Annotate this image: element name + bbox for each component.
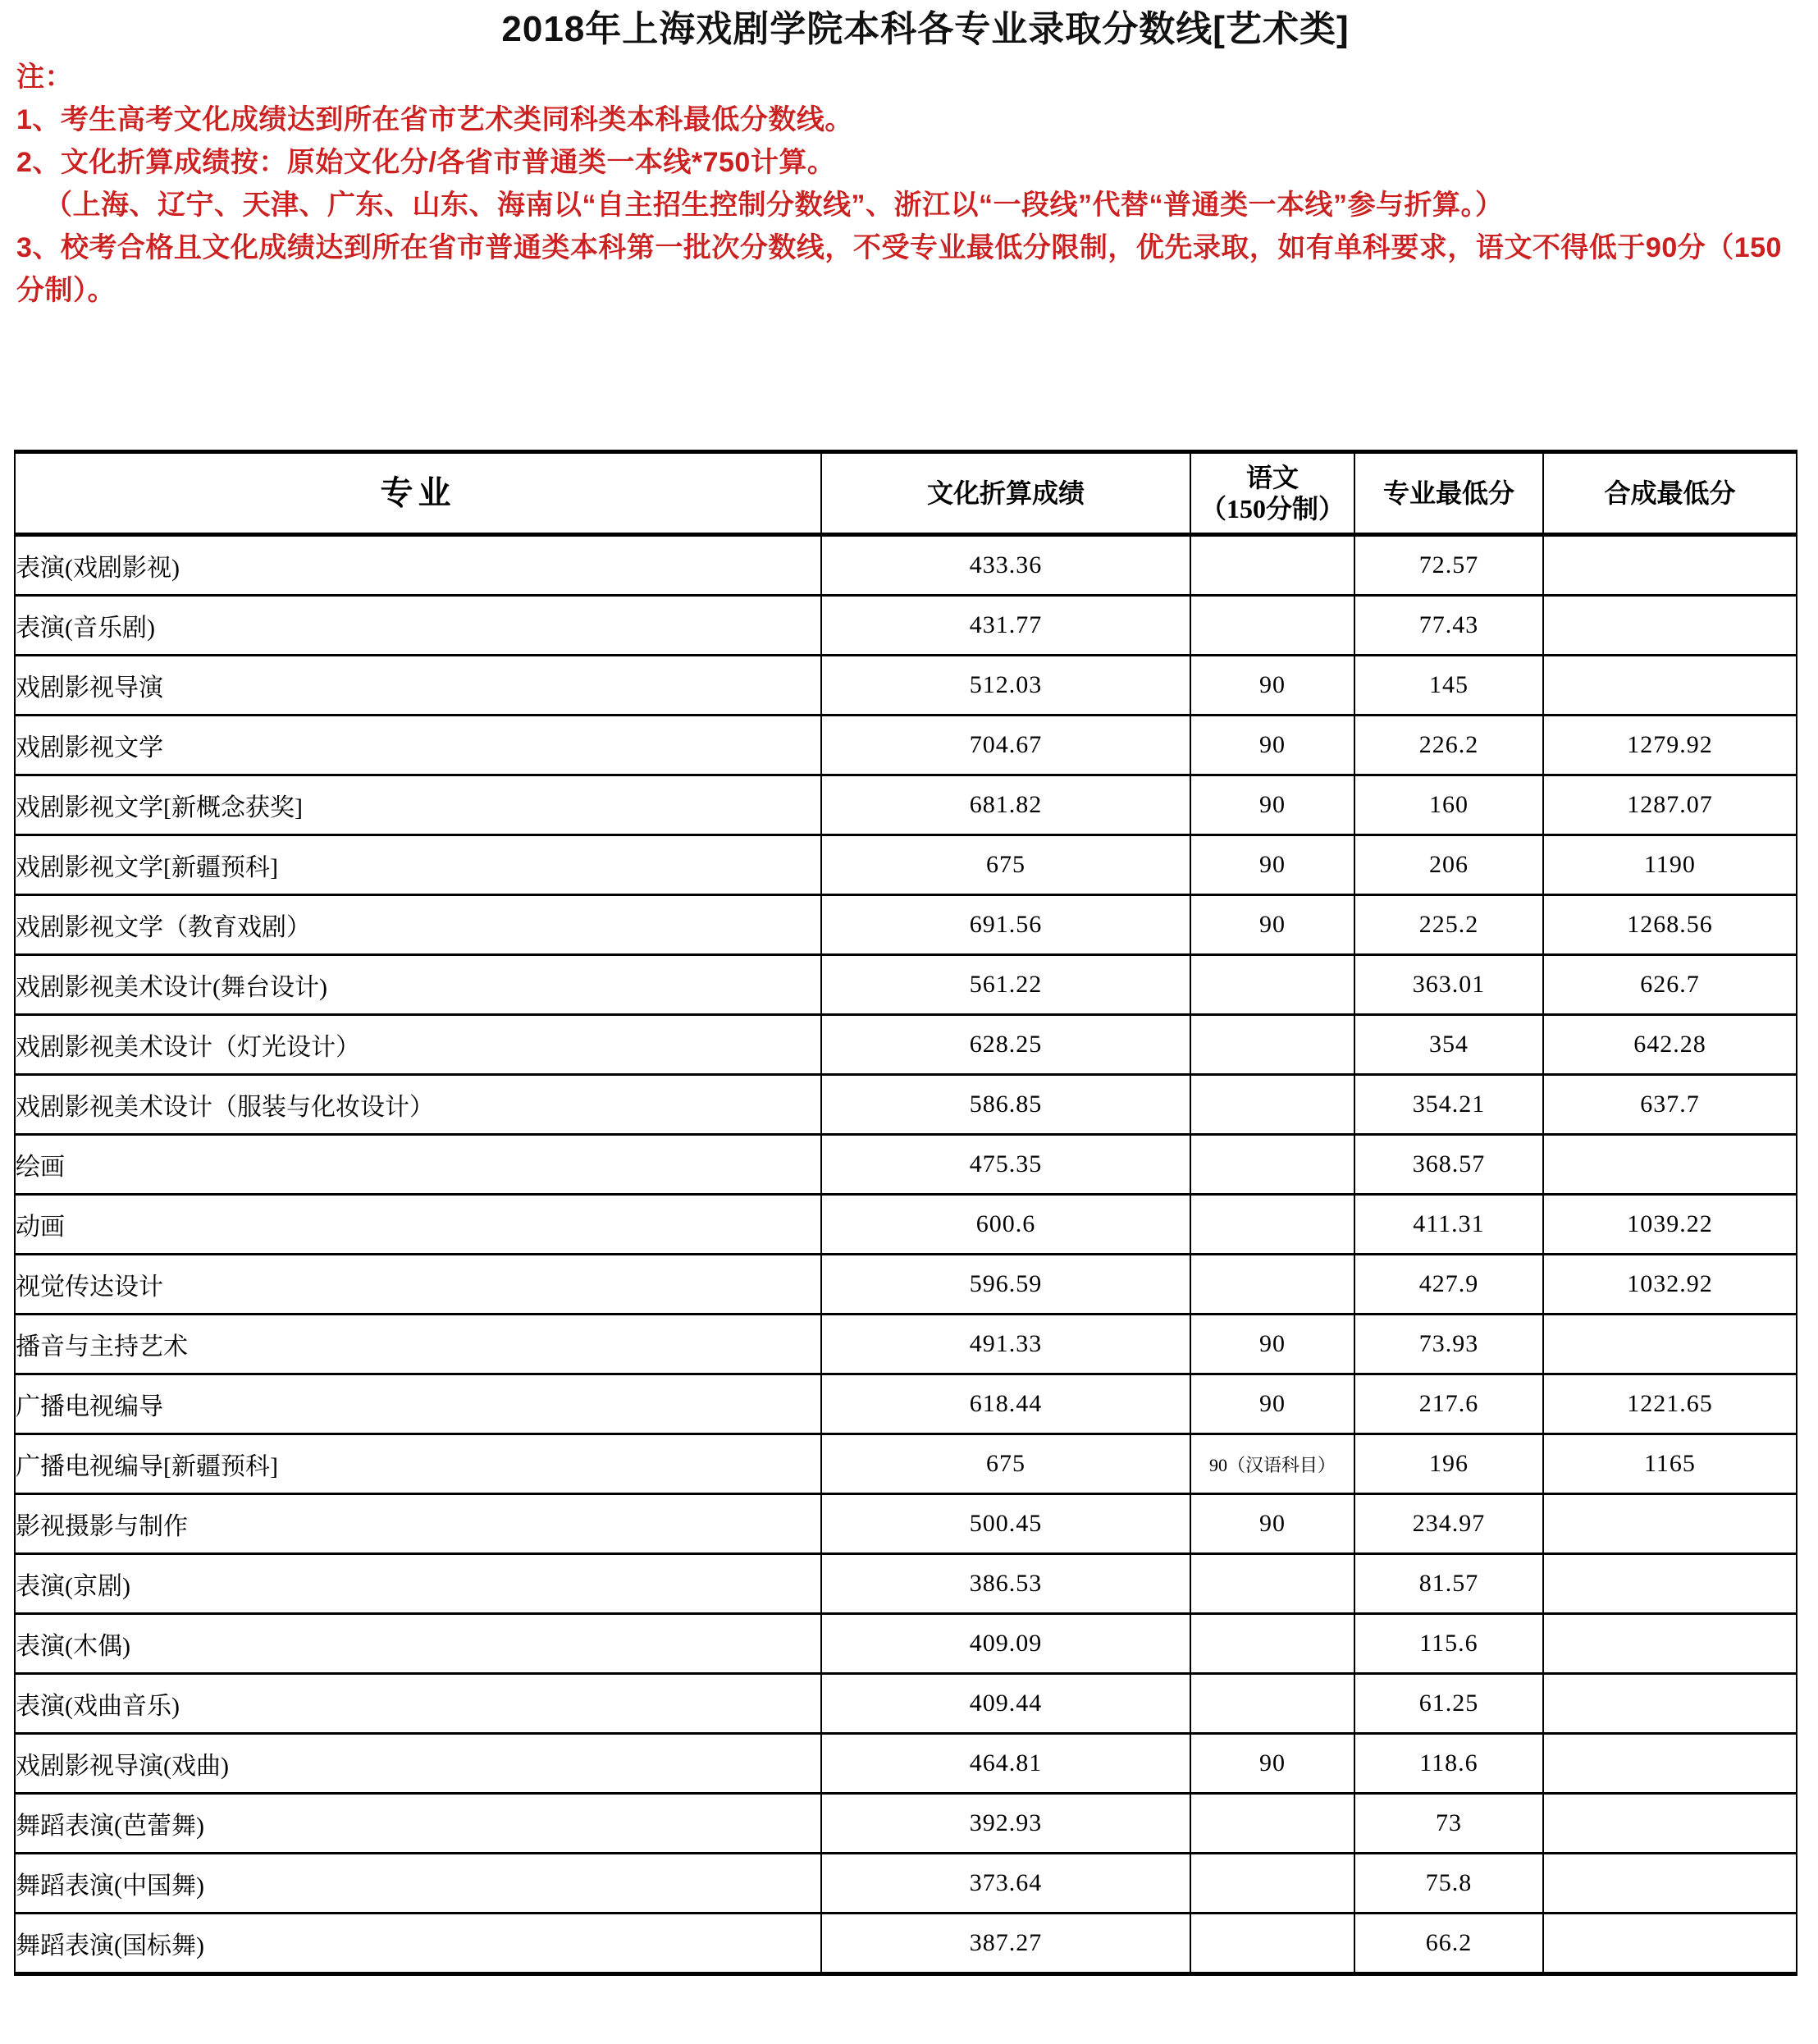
cell-major: 绘画 [15,1135,821,1195]
note-item-2-continued: （上海、辽宁、天津、广东、山东、海南以“自主招生控制分数线”、浙江以“一段线”代替“普通类一本线”参与折算。） [44,190,1504,221]
cell-total-min [1543,656,1797,716]
table-row [15,1554,1797,1614]
cell-major: 戏剧影视文学（教育戏剧） [15,895,821,955]
cell-culture-score: 431.77 [821,596,1190,656]
cell-major-min: 73.93 [1354,1315,1543,1374]
table-row [15,1794,1797,1854]
table-row [15,1195,1797,1255]
page-title: 2018年上海戏剧学院本科各专业录取分数线[艺术类] [501,9,1350,49]
cell-chinese-score [1190,1674,1354,1734]
cell-major: 戏剧影视美术设计（服装与化妆设计） [15,1075,821,1135]
table-row [15,535,1797,596]
cell-major: 舞蹈表演(芭蕾舞) [15,1794,821,1854]
cell-culture-score: 512.03 [821,656,1190,716]
cell-total-min: 1190 [1543,835,1797,895]
table-row [15,1075,1797,1135]
cell-culture-score: 600.6 [821,1195,1190,1255]
cell-total-min: 1032.92 [1543,1255,1797,1315]
column-header-major-min: 专业最低分 [1354,452,1543,535]
cell-total-min: 1165 [1543,1434,1797,1494]
cell-major-min: 72.57 [1354,535,1543,596]
cell-chinese-score: 90 [1190,775,1354,835]
table-row [15,1434,1797,1494]
cell-chinese-score [1190,535,1354,596]
cell-major-min: 354.21 [1354,1075,1543,1135]
table-row [15,656,1797,716]
note-item-3: 3、校考合格且文化成绩达到所在省市普通类本科第一批次分数线，不受专业最低分限制，优先录取，如有单科要求，语文不得低于90分（150分制）。 [16,232,1782,306]
cell-culture-score: 491.33 [821,1315,1190,1374]
table-row [15,1854,1797,1914]
column-header-major: 专业 [15,452,821,535]
cell-chinese-score: 90 [1190,656,1354,716]
cell-chinese-score [1190,1854,1354,1914]
table-row [15,1315,1797,1374]
cell-major: 戏剧影视文学 [15,716,821,775]
cell-total-min [1543,1315,1797,1374]
table-row [15,1135,1797,1195]
cell-culture-score: 433.36 [821,535,1190,596]
cell-total-min [1543,1554,1797,1614]
column-header-chinese-label: 语文 [1245,463,1299,492]
cell-chinese-score: 90 [1190,1494,1354,1554]
cell-major: 戏剧影视导演(戏曲) [15,1734,821,1794]
cell-major: 戏剧影视美术设计（灯光设计） [15,1015,821,1075]
cell-chinese-score [1190,1195,1354,1255]
cell-culture-score: 675 [821,835,1190,895]
cell-major-min: 363.01 [1354,955,1543,1015]
cell-major-min: 196 [1354,1434,1543,1494]
cell-culture-score: 392.93 [821,1794,1190,1854]
table-header-row [15,452,1797,535]
cell-major: 表演(京剧) [15,1554,821,1614]
cell-major: 戏剧影视文学[新概念获奖] [15,775,821,835]
cell-culture-score: 475.35 [821,1135,1190,1195]
cell-culture-score: 464.81 [821,1734,1190,1794]
table-row [15,835,1797,895]
cell-total-min [1543,1854,1797,1914]
cell-major: 舞蹈表演(中国舞) [15,1854,821,1914]
notes-heading: 注： [16,62,73,93]
cell-major-min: 411.31 [1354,1195,1543,1255]
cell-major: 戏剧影视美术设计(舞台设计) [15,955,821,1015]
cell-culture-score: 691.56 [821,895,1190,955]
cell-major-min: 206 [1354,835,1543,895]
cell-total-min: 1279.92 [1543,716,1797,775]
cell-total-min: 642.28 [1543,1015,1797,1075]
cell-culture-score: 596.59 [821,1255,1190,1315]
cell-total-min: 1268.56 [1543,895,1797,955]
table-body [15,535,1797,1974]
table-row [15,1914,1797,1974]
cell-major: 舞蹈表演(国标舞) [15,1914,821,1974]
table-row [15,955,1797,1015]
cell-total-min: 1287.07 [1543,775,1797,835]
note-item-2: 2、文化折算成绩按：原始文化分/各省市普通类一本线*750计算。 [16,147,836,178]
cell-total-min [1543,1614,1797,1674]
cell-culture-score: 373.64 [821,1854,1190,1914]
cell-major-min: 226.2 [1354,716,1543,775]
cell-major-min: 75.8 [1354,1854,1543,1914]
cell-culture-score: 409.44 [821,1674,1190,1734]
cell-chinese-score [1190,1075,1354,1135]
column-header-culture-score: 文化折算成绩 [821,452,1190,535]
cell-chinese-score [1190,1914,1354,1974]
cell-culture-score: 618.44 [821,1374,1190,1434]
cell-major: 戏剧影视文学[新疆预科] [15,835,821,895]
cell-chinese-score: 90（汉语科目） [1190,1434,1354,1494]
cell-major-min: 77.43 [1354,596,1543,656]
cell-total-min [1543,1135,1797,1195]
cell-culture-score: 704.67 [821,716,1190,775]
cell-major-min: 427.9 [1354,1255,1543,1315]
cell-chinese-score [1190,1794,1354,1854]
cell-chinese-score: 90 [1190,1374,1354,1434]
cell-major-min: 234.97 [1354,1494,1543,1554]
cell-major-min: 145 [1354,656,1543,716]
table-row [15,1494,1797,1554]
table-row [15,1734,1797,1794]
cell-major-min: 225.2 [1354,895,1543,955]
cell-major-min: 81.57 [1354,1554,1543,1614]
cell-chinese-score: 90 [1190,835,1354,895]
cell-major-min: 115.6 [1354,1614,1543,1674]
cell-culture-score: 387.27 [821,1914,1190,1974]
cell-culture-score: 628.25 [821,1015,1190,1075]
cell-chinese-score [1190,955,1354,1015]
cell-total-min [1543,1494,1797,1554]
column-header-chinese-scale: （150分制） [1199,494,1345,524]
table-row [15,1374,1797,1434]
cell-major-min: 66.2 [1354,1914,1543,1974]
admission-scores-table [14,450,1797,1976]
cell-chinese-score [1190,1554,1354,1614]
cell-culture-score: 681.82 [821,775,1190,835]
cell-chinese-score: 90 [1190,1734,1354,1794]
cell-culture-score: 500.45 [821,1494,1190,1554]
cell-major: 表演(戏曲音乐) [15,1674,821,1734]
table-row [15,895,1797,955]
cell-major-min: 61.25 [1354,1674,1543,1734]
cell-major: 影视摄影与制作 [15,1494,821,1554]
table-row [15,1255,1797,1315]
cell-major: 广播电视编导 [15,1374,821,1434]
cell-culture-score: 561.22 [821,955,1190,1015]
cell-major: 戏剧影视导演 [15,656,821,716]
table-row [15,596,1797,656]
table-header [15,452,1797,535]
cell-major: 广播电视编导[新疆预科] [15,1434,821,1494]
cell-total-min [1543,596,1797,656]
cell-total-min [1543,1674,1797,1734]
cell-total-min [1543,1794,1797,1854]
cell-culture-score: 386.53 [821,1554,1190,1614]
cell-major: 视觉传达设计 [15,1255,821,1315]
cell-major-min: 118.6 [1354,1734,1543,1794]
cell-total-min [1543,1914,1797,1974]
scores-table-wrapper [14,450,1796,1976]
table-row [15,716,1797,775]
cell-total-min [1543,1734,1797,1794]
cell-total-min: 626.7 [1543,955,1797,1015]
cell-culture-score: 586.85 [821,1075,1190,1135]
cell-major: 播音与主持艺术 [15,1315,821,1374]
cell-chinese-score [1190,1614,1354,1674]
cell-chinese-score [1190,1015,1354,1075]
cell-total-min: 1221.65 [1543,1374,1797,1434]
table-row [15,1015,1797,1075]
column-header-total-min: 合成最低分 [1543,452,1797,535]
notes-block [0,53,1818,312]
cell-total-min [1543,535,1797,596]
cell-major: 表演(音乐剧) [15,596,821,656]
note-item-1: 1、考生高考文化成绩达到所在省市艺术类同科类本科最低分数线。 [16,104,853,135]
column-header-chinese-score [1190,452,1354,535]
table-row [15,775,1797,835]
cell-major-min: 160 [1354,775,1543,835]
table-row [15,1614,1797,1674]
cell-culture-score: 675 [821,1434,1190,1494]
cell-culture-score: 409.09 [821,1614,1190,1674]
cell-major: 表演(戏剧影视) [15,535,821,596]
cell-chinese-score: 90 [1190,895,1354,955]
cell-major-min: 354 [1354,1015,1543,1075]
cell-major: 动画 [15,1195,821,1255]
cell-major-min: 368.57 [1354,1135,1543,1195]
table-row [15,1674,1797,1734]
cell-chinese-score: 90 [1190,1315,1354,1374]
cell-major: 表演(木偶) [15,1614,821,1674]
cell-chinese-score [1190,1135,1354,1195]
cell-chinese-score: 90 [1190,716,1354,775]
cell-total-min: 637.7 [1543,1075,1797,1135]
cell-major-min: 217.6 [1354,1374,1543,1434]
cell-total-min: 1039.22 [1543,1195,1797,1255]
cell-chinese-score [1190,596,1354,656]
cell-chinese-score [1190,1255,1354,1315]
cell-major-min: 73 [1354,1794,1543,1854]
